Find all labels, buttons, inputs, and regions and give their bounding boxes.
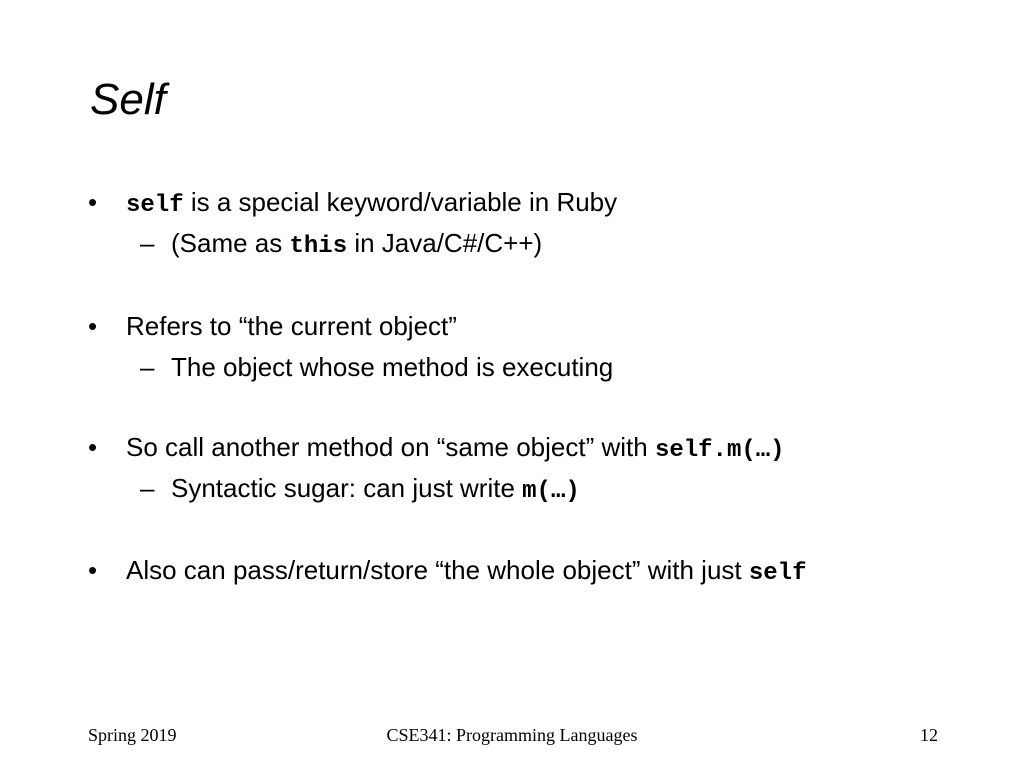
sub-marker: – — [140, 473, 155, 503]
bullet-3-sub-text — [171, 472, 580, 508]
footer-page-number: 12 — [920, 725, 938, 745]
footer-course: CSE341: Programming Languages — [386, 725, 638, 745]
sub-marker: – — [140, 352, 155, 382]
bullet-4-text — [126, 554, 806, 590]
bullet-marker: • — [88, 311, 98, 341]
bullet-1-sub-pre: (Same as — [171, 228, 290, 258]
bullet-1-sub-text — [171, 227, 542, 263]
bullet-marker: • — [88, 187, 98, 217]
bullet-3-code: self.m(…) — [654, 437, 785, 464]
bullet-2-sub-text: The object whose method is executing — [171, 352, 614, 382]
bullet-3-sub-pre: Syntactic sugar: can just write — [171, 473, 523, 503]
footer-term: Spring 2019 — [88, 725, 177, 745]
bullet-1-code: self — [126, 192, 184, 219]
bullet-4-pre: Also can pass/return/store “the whole object” with just — [126, 555, 749, 585]
bullet-1-sub-post: in Java/C#/C++) — [347, 228, 543, 258]
bullet-1-post: is a special keyword/variable in Ruby — [183, 187, 618, 217]
bullet-3-text — [126, 431, 785, 467]
bullet-2-text: Refers to “the current object” — [126, 311, 457, 341]
bullet-marker: • — [88, 555, 98, 585]
bullet-1-text — [126, 186, 617, 222]
bullet-1-sub-code: this — [289, 233, 348, 260]
bullet-marker: • — [88, 432, 98, 462]
bullet-3-sub-code: m(…) — [522, 478, 580, 505]
bullet-3-pre: So call another method on “same object” with — [126, 432, 655, 462]
slide-title: Self — [90, 75, 166, 124]
bullet-4-code: self — [748, 560, 807, 587]
sub-marker: – — [140, 228, 155, 258]
